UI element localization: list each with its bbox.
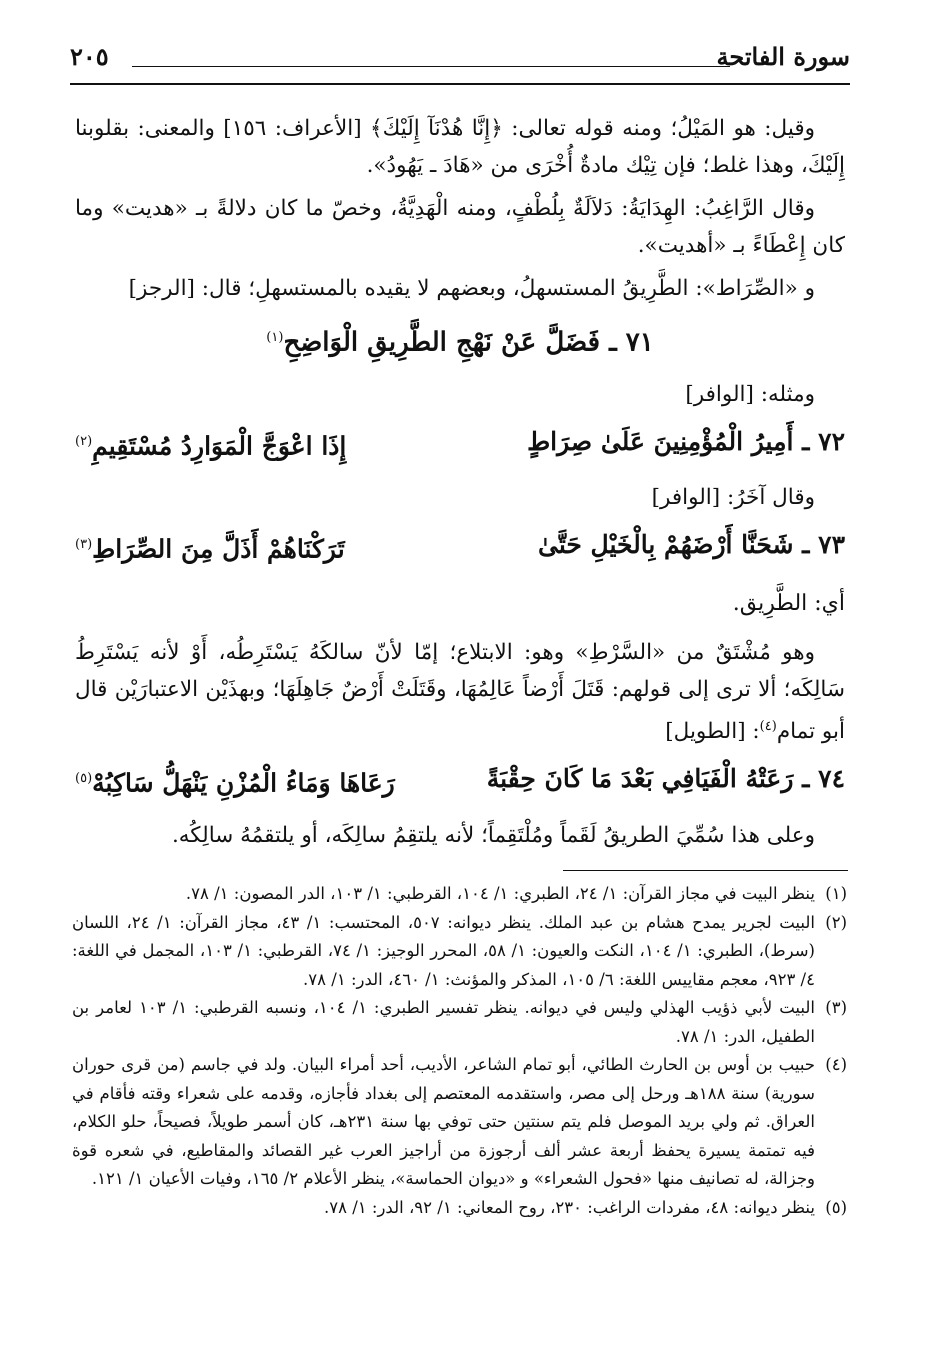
footnote-text: حبيب بن أوس بن الحارث الطائي، أبو تمام الشاعر، الأديب، أحد أمراء البيان. ولد في جاسم (من قرى حوران سورية) سنة ١٨٨هـ ورحل إلى مصر، واستقدمه المعتصم إلى بغداد فأجازه، وقدمه على شعراء وقته فأقام في العراق. ثم ولي بريد الموصل فلم يتم سنتين حتى توفي بها سنة ٢٣١هـ، كان أسمر طويلاً، فصيحاً، حلو الكلام، فيه تمتمة يسيرة يحفظ أربعة عشر ألف أرجوزة من أراجيز العرب غير القصائد والمقاطيع، في شعره قوة وجزالة، له تصانيف منها «فحول الشعراء» و «ديوان الحماسة»، ينظر الأعلام ٢/ ١٦٥، وفيات الأعيان ١/ ١٢١. <box>72 1055 815 1188</box>
verse-72-hemistich-2-text: إِذَا اعْوَجَّ الْمَوَارِدُ مُسْتَقِيمِ <box>92 430 347 460</box>
paragraph-2: وقال الرَّاغِبُ: الهِدَايَةُ: دَلاَلَةٌ بِلُطْفٍ، ومنه الْهَدِيَّةُ، وخصّ ما كان دلالةً بـ «هديت» وما كان إِعْطَاءً بـ «أهديت». <box>75 196 845 258</box>
footnote-ref-4: (٤) <box>759 719 777 735</box>
page-number: ٢٠٥ <box>70 42 109 71</box>
verse-73-hemistich-2 <box>75 522 345 572</box>
paragraph-7-tail: : [الطويل] <box>665 719 760 745</box>
verse-74 <box>75 756 845 806</box>
footnote-number: (٢) <box>825 912 847 932</box>
verse-71 <box>75 313 845 368</box>
footnote-3 <box>72 994 847 1051</box>
running-title: سورة الفاتحة <box>716 42 850 71</box>
footnote-ref-1: (١) <box>266 330 284 345</box>
footnote-4 <box>72 1051 847 1194</box>
footnote-number: (١) <box>825 884 847 903</box>
header-rule <box>70 83 850 85</box>
footnote-number: (٣) <box>825 998 847 1017</box>
verse-73-hemistich-1: ٧٣ ـ شَحَنَّا أَرْضَهُمْ بِالْخَيْلِ حَتَّىٰ <box>538 529 845 559</box>
verse-71-text: ٧١ ـ فَضَلَّ عَنْ نَهْجِ الطَّرِيقِ الْوَاضِحِ <box>283 327 654 358</box>
footnote-ref-3: (٣) <box>75 536 93 552</box>
verse-73 <box>75 522 845 572</box>
paragraph-8: وعلى هذا سُمِّيَ الطريقُ لَقَماً ومُلْتَقِماً؛ لأنه يلتقِمُ سالِكَه، أو يلتقمُهُ سالِكُه. <box>171 822 815 848</box>
page-header <box>70 40 850 80</box>
main-text <box>75 110 845 860</box>
footnote-number: (٤) <box>825 1055 847 1074</box>
footnote-text: البيت لأبي ذؤيب الهذلي وليس في ديوانه. ينظر تفسير الطبري: ١/ ١٠٤، ونسبه القرطبي: ١/ ١٠٣ لعامر بن الطفيل، الدر: ١/ ٧٨. <box>72 998 816 1046</box>
footnote-text: ينظر البيت في مجاز القرآن: ١/ ٢٤، الطبري: ١/ ١٠٤، القرطبي: ١/ ١٠٣، الدر المصون: ١/ ٧٨. <box>185 884 815 903</box>
paragraph-7 <box>75 634 845 750</box>
verse-72 <box>75 419 845 469</box>
footnote-ref-5: (٥) <box>75 771 93 787</box>
verse-74-hemistich-2 <box>75 756 395 806</box>
verse-73-hemistich-2-text: تَرَكْنَاهُمْ أَذَلَّ مِنَ الصِّرَاطِ <box>92 534 345 564</box>
paragraph-6: أي: الطَّرِيق. <box>732 591 845 617</box>
paragraph-3: و «الصِّرَاط»: الطَّرِيقُ المستسهلُ، وبعضهم لا يقيده بالمستسهلِ؛ قال: [الرجز] <box>128 276 815 301</box>
verse-72-hemistich-1: ٧٢ ـ أَمِيرُ الْمُؤْمِنِينَ عَلَىٰ صِرَاطٍ <box>527 426 845 456</box>
verse-74-hemistich-1: ٧٤ ـ رَعَتْهُ الْفَيَافِي بَعْدَ مَا كَانَ حِقْبَةً <box>486 764 845 794</box>
verse-74-hemistich-2-text: رَعَاهَا وَمَاءُ الْمُزْنِ يَنْهَلُّ سَاكِبُهْ <box>92 768 395 798</box>
footnote-ref-2: (٢) <box>75 433 93 449</box>
footnote-2 <box>72 909 847 995</box>
verse-72-hemistich-2 <box>75 419 346 469</box>
footnotes <box>72 880 847 1222</box>
footnote-5 <box>72 1194 847 1223</box>
paragraph-5: وقال آخَرُ: [الوافر] <box>651 484 815 510</box>
footnote-1 <box>72 880 847 909</box>
paragraph-4: ومثله: [الوافر] <box>685 381 815 407</box>
paragraph-1: وقيل: هو المَيْلُ؛ ومنه قوله تعالى: ﴿إِنَّا هُدْنَآ إِلَيْكَ﴾ [الأعراف: ١٥٦] والمعنى: بقلوبنا إِلَيْكَ، وهذا غلط؛ فإن تِيْك مادةٌ أُخْرَى من «هَادَ ـ يَهُودُ». <box>75 116 845 178</box>
footnote-text: ينظر ديوانه: ٤٨، مفردات الراغب: ٢٣٠، روح المعاني: ١/ ٩٢، الدر: ١/ ٧٨. <box>323 1197 815 1217</box>
footnote-number: (٥) <box>825 1197 847 1217</box>
footnote-text: البيت لجرير يمدح هشام بن عبد الملك. ينظر ديوانه: ٥٠٧، المحتسب: ١/ ٤٣، مجاز القرآن: ١/ ٢٤، اللسان (سرط)، الطبري: ١/ ١٠٤، النكت والعيون: ١/ ٥٨، المحرر الوجيز: ١/ ٧٤، القرطبي: ١/ ١٠٣، المجمل في اللغة: ٤/ ٩٢٣، معجم مقاييس اللغة: ٦/ ١٠٥، المذكر والمؤنث: ١/ ٤٦٠، الدر: ١/ ٧٨. <box>72 912 816 989</box>
footnote-separator <box>563 870 848 871</box>
paragraph-7-text: وهو مُشْتَقٌ من «السَّرْطِ» وهو: الابتلاع؛ إمّا لأنّ سالكَهُ يَسْتَرِطُه، أَوْ لأنه يَسْتَرِطُ سَالِكَه؛ ألا ترى إلى قولهم: قَتَلَ أَرْضاً عَالِمُهَا، وقَتَلَتْ أَرْضٌ جَاهِلَهَا؛ وبهذَيْن الاعتبارَيْن قال أبو تمام <box>75 640 845 745</box>
header-line <box>132 66 730 67</box>
